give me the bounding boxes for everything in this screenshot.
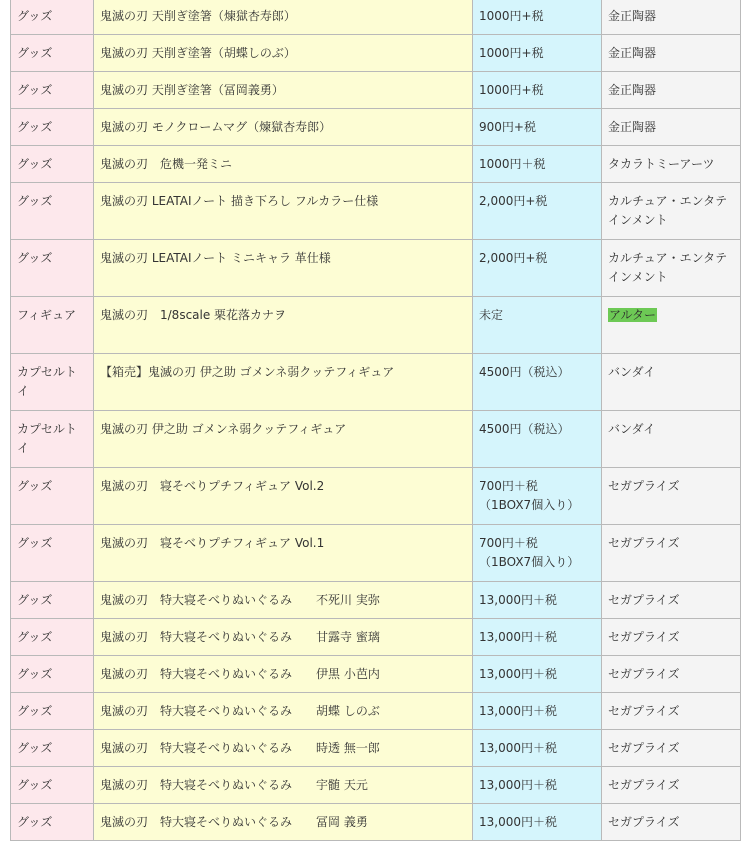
- price-cell: [473, 656, 602, 693]
- price-cell: [473, 240, 602, 297]
- category-cell: [11, 146, 94, 183]
- table-row: [11, 354, 741, 411]
- category-cell: [11, 411, 94, 468]
- maker-cell: [602, 297, 741, 354]
- category-text: グッズ: [17, 741, 53, 755]
- table-row: [11, 525, 741, 582]
- category-cell: [11, 354, 94, 411]
- table-row: [11, 804, 741, 841]
- category-cell: [11, 582, 94, 619]
- maker-text: 金正陶器: [608, 120, 657, 134]
- price-cell: [473, 35, 602, 72]
- maker-cell: [602, 804, 741, 841]
- maker-text: バンダイ: [608, 422, 656, 436]
- maker-text: セガプライズ: [608, 630, 680, 644]
- table-row: [11, 767, 741, 804]
- category-cell: [11, 240, 94, 297]
- maker-text: 金正陶器: [608, 83, 657, 97]
- table-row: [11, 0, 741, 35]
- price-text: 4500円（税込）: [479, 422, 570, 436]
- table-row: [11, 297, 741, 354]
- product-name-cell: [94, 0, 473, 35]
- product-name-text: 鬼滅の刃 特大寝そべりぬいぐるみ 不死川 実弥: [100, 593, 380, 607]
- product-name-text: 鬼滅の刃 モノクロームマグ（煉獄杏寿郎）: [100, 120, 332, 134]
- product-name-cell: [94, 109, 473, 146]
- goods-table-body: [11, 0, 741, 841]
- price-text: 1000円+税: [479, 46, 544, 60]
- maker-cell: [602, 730, 741, 767]
- category-cell: [11, 804, 94, 841]
- product-name-text: 鬼滅の刃 天削ぎ塗箸（煉獄杏寿郎）: [100, 9, 296, 23]
- price-text: 13,000円＋税: [479, 741, 557, 755]
- category-text: グッズ: [17, 536, 53, 550]
- category-text: グッズ: [17, 778, 53, 792]
- maker-text: セガプライズ: [608, 593, 680, 607]
- price-text: 4500円（税込）: [479, 365, 570, 379]
- category-text: グッズ: [17, 157, 53, 171]
- product-name-text: 鬼滅の刃 LEATAIノート 描き下ろし フルカラー仕様: [100, 194, 379, 208]
- price-cell: [473, 411, 602, 468]
- product-name-text: 鬼滅の刃 天削ぎ塗箸（胡蝶しのぶ）: [100, 46, 296, 60]
- category-text: グッズ: [17, 46, 53, 60]
- product-name-text: 鬼滅の刃 LEATAIノート ミニキャラ 革仕様: [100, 251, 331, 265]
- maker-cell: [602, 354, 741, 411]
- price-text: 未定: [479, 308, 504, 322]
- product-name-text: 【箱売】鬼滅の刃 伊之助 ゴメンネ弱クッテフィギュア: [100, 365, 395, 379]
- maker-cell: [602, 525, 741, 582]
- product-name-cell: [94, 240, 473, 297]
- category-text: フィギュア: [17, 308, 77, 322]
- price-text: 13,000円＋税: [479, 815, 557, 829]
- price-cell: [473, 183, 602, 240]
- price-cell: [473, 146, 602, 183]
- maker-text: セガプライズ: [608, 815, 680, 829]
- maker-text: タカラトミーアーツ: [608, 157, 715, 171]
- product-name-text: 鬼滅の刃 特大寝そべりぬいぐるみ 冨岡 義勇: [100, 815, 368, 829]
- maker-cell: [602, 656, 741, 693]
- category-text: グッズ: [17, 251, 53, 265]
- table-row: [11, 730, 741, 767]
- product-name-cell: [94, 730, 473, 767]
- maker-cell: [602, 72, 741, 109]
- price-text: 13,000円＋税: [479, 593, 557, 607]
- maker-cell: [602, 109, 741, 146]
- product-name-cell: [94, 693, 473, 730]
- product-name-text: 鬼滅の刃 天削ぎ塗箸（冨岡義勇）: [100, 83, 284, 97]
- product-name-cell: [94, 525, 473, 582]
- table-row: [11, 240, 741, 297]
- product-name-text: 鬼滅の刃 1/8scale 栗花落カナヲ: [100, 308, 287, 322]
- maker-cell: [602, 35, 741, 72]
- product-name-cell: [94, 411, 473, 468]
- price-cell: [473, 619, 602, 656]
- maker-text: セガプライズ: [608, 778, 680, 792]
- price-text: 900円+税: [479, 120, 536, 134]
- product-name-cell: [94, 582, 473, 619]
- product-name-text: 鬼滅の刃 伊之助 ゴメンネ弱クッテフィギュア: [100, 422, 347, 436]
- category-text: グッズ: [17, 704, 53, 718]
- table-row: [11, 109, 741, 146]
- product-name-cell: [94, 804, 473, 841]
- category-cell: [11, 525, 94, 582]
- category-cell: [11, 468, 94, 525]
- maker-text: 金正陶器: [608, 9, 657, 23]
- category-text: グッズ: [17, 667, 53, 681]
- maker-text: セガプライズ: [608, 704, 680, 718]
- category-text: グッズ: [17, 120, 53, 134]
- price-text: 13,000円＋税: [479, 630, 557, 644]
- category-text: グッズ: [17, 479, 53, 493]
- goods-table: [10, 0, 741, 841]
- category-cell: [11, 72, 94, 109]
- category-text: グッズ: [17, 630, 53, 644]
- category-cell: [11, 730, 94, 767]
- category-text: グッズ: [17, 83, 53, 97]
- category-cell: [11, 35, 94, 72]
- price-text: 700円＋税 （1BOX7個入り）: [479, 479, 580, 512]
- maker-cell: [602, 619, 741, 656]
- maker-cell: [602, 767, 741, 804]
- maker-cell: [602, 693, 741, 730]
- price-text: 13,000円＋税: [479, 667, 557, 681]
- maker-cell: [602, 183, 741, 240]
- category-text: グッズ: [17, 9, 53, 23]
- product-name-text: 鬼滅の刃 特大寝そべりぬいぐるみ 宇髄 天元: [100, 778, 368, 792]
- maker-text: アルター: [609, 308, 657, 322]
- product-name-cell: [94, 297, 473, 354]
- price-cell: [473, 693, 602, 730]
- maker-text: セガプライズ: [608, 536, 680, 550]
- category-cell: [11, 656, 94, 693]
- maker-cell: [602, 582, 741, 619]
- product-name-cell: [94, 354, 473, 411]
- category-text: グッズ: [17, 194, 53, 208]
- product-name-text: 鬼滅の刃 寝そべりプチフィギュア Vol.1: [100, 536, 325, 550]
- product-name-cell: [94, 468, 473, 525]
- category-text: グッズ: [17, 815, 53, 829]
- table-row: [11, 582, 741, 619]
- category-text: カプセルトイ: [17, 365, 77, 398]
- category-cell: [11, 183, 94, 240]
- price-text: 2,000円+税: [479, 251, 548, 265]
- category-cell: [11, 297, 94, 354]
- table-row: [11, 693, 741, 730]
- product-name-cell: [94, 35, 473, 72]
- price-text: 13,000円＋税: [479, 704, 557, 718]
- price-cell: [473, 767, 602, 804]
- price-cell: [473, 730, 602, 767]
- price-text: 1000円＋税: [479, 157, 546, 171]
- product-name-cell: [94, 72, 473, 109]
- product-name-text: 鬼滅の刃 特大寝そべりぬいぐるみ 伊黒 小芭内: [100, 667, 380, 681]
- maker-cell: [602, 146, 741, 183]
- maker-text: セガプライズ: [608, 667, 680, 681]
- maker-cell: [602, 0, 741, 35]
- price-cell: [473, 468, 602, 525]
- maker-text: バンダイ: [608, 365, 656, 379]
- maker-cell: [602, 240, 741, 297]
- category-cell: [11, 693, 94, 730]
- price-text: 700円＋税 （1BOX7個入り）: [479, 536, 580, 569]
- product-name-text: 鬼滅の刃 特大寝そべりぬいぐるみ 胡蝶 しのぶ: [100, 704, 380, 718]
- price-text: 1000円+税: [479, 9, 544, 23]
- price-cell: [473, 297, 602, 354]
- product-name-cell: [94, 183, 473, 240]
- product-name-cell: [94, 656, 473, 693]
- price-cell: [473, 0, 602, 35]
- product-name-cell: [94, 767, 473, 804]
- product-name-text: 鬼滅の刃 特大寝そべりぬいぐるみ 甘露寺 蜜璃: [100, 630, 380, 644]
- product-name-cell: [94, 619, 473, 656]
- price-cell: [473, 109, 602, 146]
- table-row: [11, 656, 741, 693]
- product-name-cell: [94, 146, 473, 183]
- category-cell: [11, 109, 94, 146]
- maker-text: カルチュア・エンタテインメント: [608, 251, 728, 284]
- table-row: [11, 72, 741, 109]
- product-name-text: 鬼滅の刃 危機一発ミニ: [100, 157, 233, 171]
- table-row: [11, 35, 741, 72]
- maker-text: セガプライズ: [608, 479, 680, 493]
- table-row: [11, 183, 741, 240]
- price-text: 2,000円+税: [479, 194, 548, 208]
- price-text: 1000円+税: [479, 83, 544, 97]
- price-cell: [473, 525, 602, 582]
- price-cell: [473, 72, 602, 109]
- price-cell: [473, 354, 602, 411]
- maker-text: カルチュア・エンタテインメント: [608, 194, 728, 227]
- table-row: [11, 468, 741, 525]
- table-row: [11, 619, 741, 656]
- price-cell: [473, 804, 602, 841]
- category-cell: [11, 619, 94, 656]
- category-text: カプセルトイ: [17, 422, 77, 455]
- table-row: [11, 146, 741, 183]
- product-name-text: 鬼滅の刃 特大寝そべりぬいぐるみ 時透 無一郎: [100, 741, 380, 755]
- maker-cell: [602, 411, 741, 468]
- price-text: 13,000円＋税: [479, 778, 557, 792]
- maker-cell: [602, 468, 741, 525]
- price-cell: [473, 582, 602, 619]
- category-text: グッズ: [17, 593, 53, 607]
- category-cell: [11, 767, 94, 804]
- maker-text: セガプライズ: [608, 741, 680, 755]
- maker-text: 金正陶器: [608, 46, 657, 60]
- product-name-text: 鬼滅の刃 寝そべりプチフィギュア Vol.2: [100, 479, 325, 493]
- table-row: [11, 411, 741, 468]
- category-cell: [11, 0, 94, 35]
